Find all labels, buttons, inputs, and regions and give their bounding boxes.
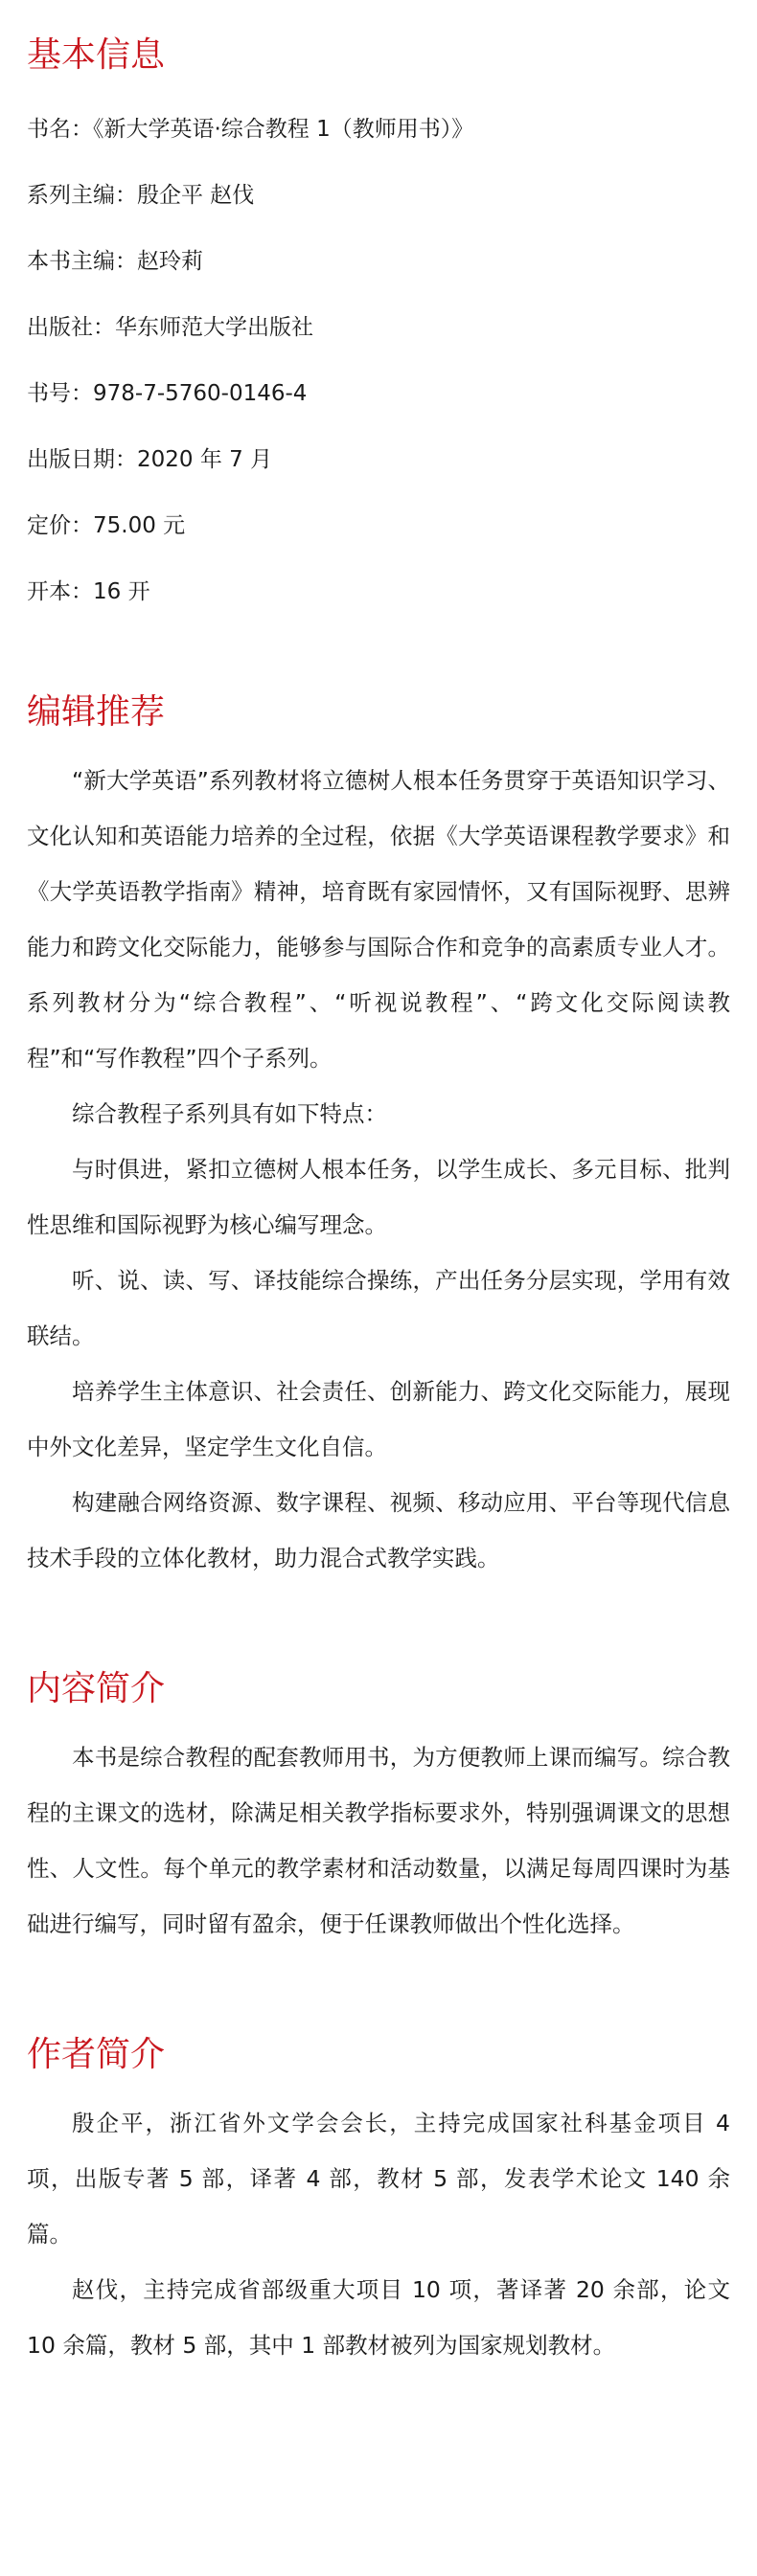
series-editor-line: 系列主编：殷企平 赵伐	[27, 183, 255, 208]
feature-paragraph-3: 培养学生主体意识、社会责任、创新能力、跨文化交际能力，展现中外文化差异，坚定学生文化自信。	[27, 1378, 730, 1460]
feature-paragraph-1: 与时俱进，紧扣立德树人根本任务，以学生成长、多元目标、批判性思维和国际视野为核心编写理念。	[27, 1156, 730, 1238]
isbn-line: 书号：978-7-5760-0146-4	[27, 381, 308, 406]
price-line: 定价：75.00 元	[27, 513, 186, 538]
editor-recommendation-heading: 编辑推荐	[27, 692, 166, 732]
author-intro-heading: 作者简介	[27, 2035, 166, 2074]
series-overview-paragraph: “新大学英语”系列教材将立德树人根本任务贯穿于英语知识学习、文化认知和英语能力培养的全过程，依据《大学英语课程教学要求》和《大学英语教学指南》精神，培育既有家园情怀，又有国际视野、思辨能力和跨文化交际能力，能够参与国际合作和竞争的高素质专业人才。系列教材分为“综合教程”、“听视说教程”、“跨文化交际阅读教程”和“写作教程”四个子系列。	[27, 767, 730, 1072]
author-paragraph-zhao: 赵伐，主持完成省部级重大项目 10 项，著译著 20 余部，论文 10 余篇，教材 5 部，其中 1 部教材被列为国家规划教材。	[27, 2276, 730, 2359]
author-paragraph-yin: 殷企平，浙江省外文学会会长，主持完成国家社科基金项目 4 项，出版专著 5 部，译著 4 部，教材 5 部，发表学术论文 140 余篇。	[27, 2110, 730, 2248]
editor-recommendation-section	[27, 691, 730, 1586]
format-line: 开本：16 开	[27, 579, 150, 604]
content-intro-heading: 内容简介	[27, 1669, 166, 1708]
feature-paragraph-4: 构建融合网络资源、数字课程、视频、移动应用、平台等现代信息技术手段的立体化教材，助力混合式教学实践。	[27, 1489, 730, 1571]
content-intro-section	[27, 1668, 730, 1952]
publish-date-line: 出版日期：2020 年 7 月	[27, 447, 273, 472]
author-intro-section	[27, 2034, 730, 2373]
features-intro-paragraph: 综合教程子系列具有如下特点：	[72, 1100, 387, 1127]
feature-paragraph-2: 听、说、读、写、译技能综合操练，产出任务分层实现，学用有效联结。	[27, 1267, 730, 1349]
publisher-line: 出版社：华东师范大学出版社	[27, 315, 313, 340]
basic-info-heading: 基本信息	[27, 35, 166, 75]
basic-info-section	[27, 0, 730, 644]
book-editor-line: 本书主编：赵玲莉	[27, 249, 203, 274]
book-title-line: 书名：《新大学英语·综合教程 1（教师用书）》	[27, 117, 474, 142]
content-intro-paragraph: 本书是综合教程的配套教师用书，为方便教师上课而编写。综合教程的主课文的选材，除满足相关教学指标要求外，特别强调课文的思想性、人文性。每个单元的教学素材和活动数量，以满足每周四课时为基础进行编写，同时留有盈余，便于任课教师做出个性化选择。	[27, 1744, 730, 1937]
